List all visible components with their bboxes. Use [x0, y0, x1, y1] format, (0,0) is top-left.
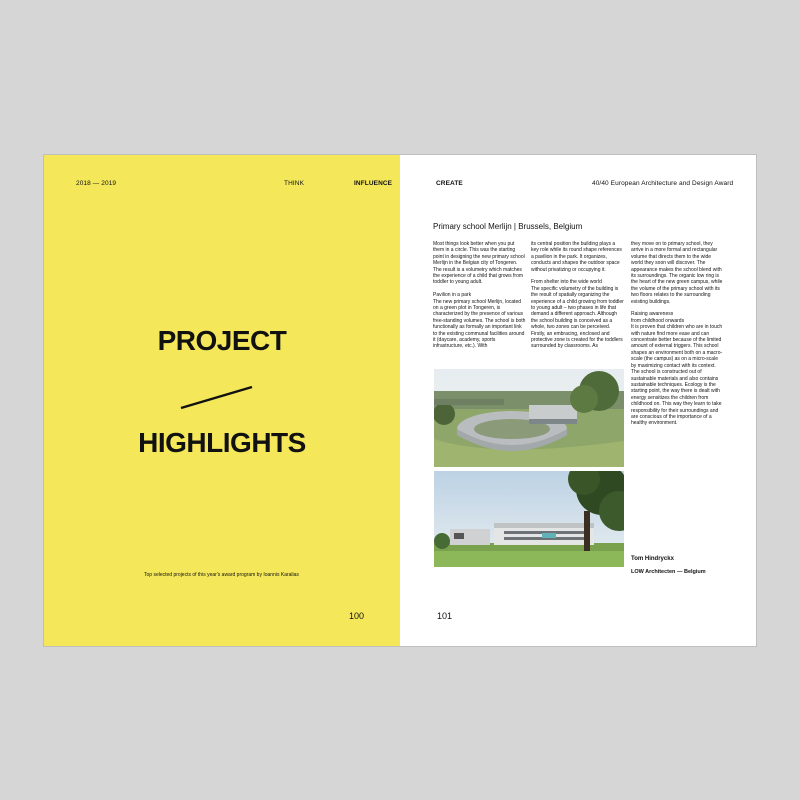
- nav-think: THINK: [284, 180, 304, 187]
- left-page: [44, 155, 400, 646]
- title-line-2: HIGHLIGHTS: [138, 427, 306, 458]
- paragraph: Raising awareness from childhood onwards It is proven that children who are in touch with nature find more ease and can concentrate better because of the limited amount of external triggers. This school shapes an environment both on a macro-scale (the campus) as on a micro-scale by maximizing contact with its context. The school is constructed out of sustainable materials and also contains sustainable techniques. Ecology is the starting point, the way there is dealt with energy sensitizes the children from childhood on. This way they learn to take responsibility for their surroundings and are conscious of the importance of a healthy environment.: [631, 311, 723, 427]
- award-title: 40/40 European Architecture and Design Award: [592, 180, 734, 187]
- school-aerial-photo: [434, 369, 624, 467]
- nav-create: CREATE: [436, 180, 463, 187]
- nav-influence: INFLUENCE: [354, 180, 393, 187]
- text-column-2: [531, 241, 624, 356]
- project-title: Primary school Merlijn | Brussels, Belgium: [433, 222, 583, 231]
- page-number-left: 100: [349, 611, 365, 621]
- page-caption: Top selected projects of this year's award program by Ioannis Karalias: [144, 572, 299, 578]
- right-page: [400, 155, 756, 646]
- title-line-1: PROJECT: [157, 325, 287, 356]
- paragraph: Pavilion in a park The new primary school Merlijn, located on a green plot in Tongeren, is characterized by the presence of various free-standing volumes. The school is both functionally as formally an important link to the existing communal facilities around it (daycare, academy, sports infrastructure, etc.). With: [433, 292, 526, 350]
- paragraph: From shelter into the wide world The specific volumetry of the building is the result of spatially organizing the experience of a child growing from toddler to young adult – two phases in life that demand a different approach. Although the school building is conceived as a whole, two zones can be perceived. Firstly, an embracing, enclosed and protective zone is created for the toddlers surrounded by classrooms. As: [531, 279, 624, 350]
- year-label: 2018 — 2019: [76, 180, 117, 187]
- school-ground-photo: [434, 471, 624, 567]
- text-column-3: [631, 241, 724, 433]
- text-column-1: [433, 241, 526, 356]
- page-number-right: 101: [437, 611, 453, 621]
- magazine-spread: [44, 155, 756, 646]
- paragraph: its central position the building plays a key role while its round shape references a pavilion in the park. It organizes, conducts and shapes the outdoor space without privatizing or occupying it.: [531, 241, 622, 273]
- paragraph: they move on to primary school, they arrive in a more formal and rectangular volume that directs them to the wide world they soon will discover. The appearance makes the school blend with its surroundings. The organic low ring is the heart of the new green campus, while the volume of the primary school with its two floors relates to the surrounding existing buildings.: [631, 241, 723, 305]
- photo-credit-name: Tom Hindryckx: [631, 556, 674, 562]
- photo-credit-firm: LOW Architecten — Belgium: [631, 569, 706, 575]
- paragraph: Most things look better when you put them in a circle. This was the starting point in designing the new primary school Merlijn in the Belgian city of Tongeren. The result is a volumetry which matches the experience of a child that grows from toddler to young adult.: [433, 241, 525, 286]
